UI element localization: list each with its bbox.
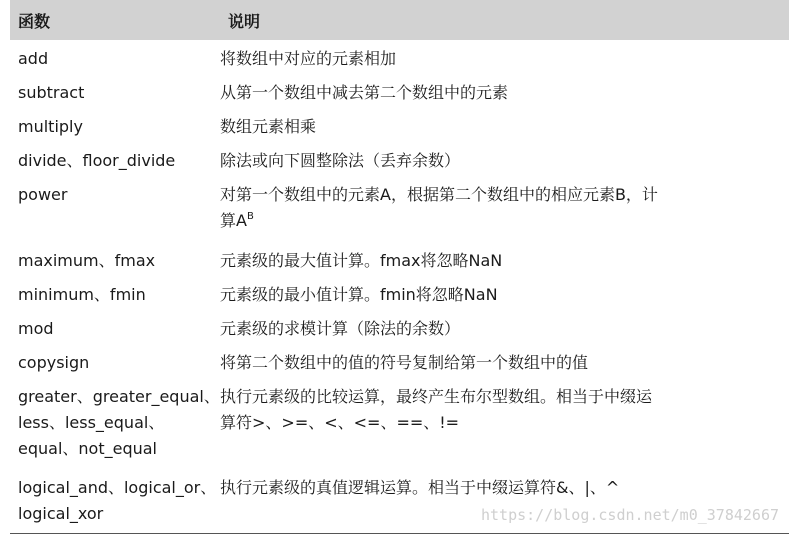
description-line bbox=[220, 80, 780, 106]
superscript: B bbox=[246, 211, 254, 222]
description-text: 元素级的求模计算（除法的余数） bbox=[220, 319, 461, 338]
description-line bbox=[220, 114, 780, 140]
function-name bbox=[10, 182, 220, 248]
function-description bbox=[220, 182, 780, 248]
function-description bbox=[220, 80, 780, 114]
function-description bbox=[220, 248, 780, 282]
table-row bbox=[10, 80, 789, 114]
function-name-line: subtract bbox=[18, 83, 85, 102]
description-text: 将数组中对应的元素相加 bbox=[220, 49, 397, 68]
function-name bbox=[10, 384, 220, 475]
function-name-line: power bbox=[18, 185, 68, 204]
description-line bbox=[220, 410, 780, 436]
function-name-line: greater、greater_equal、 bbox=[18, 387, 220, 406]
function-name-line: less、less_equal、 bbox=[18, 413, 165, 432]
function-name bbox=[10, 148, 220, 182]
function-name-line: logical_xor bbox=[18, 504, 104, 523]
description-line bbox=[220, 350, 780, 376]
description-text: 除法或向下圆整除法（丢弃余数） bbox=[220, 151, 461, 170]
function-name bbox=[10, 475, 220, 523]
description-line bbox=[220, 384, 780, 410]
function-name bbox=[10, 46, 220, 80]
description-text: 执行元素级的真值逻辑运算。相当于中缀运算符&、|、^ bbox=[220, 478, 620, 497]
table-row bbox=[10, 248, 789, 282]
description-text: 算A bbox=[220, 211, 247, 230]
function-name-line: add bbox=[18, 49, 49, 68]
function-name bbox=[10, 316, 220, 350]
header-function: 函数 bbox=[18, 11, 51, 31]
function-name-line: multiply bbox=[18, 117, 83, 136]
table-row bbox=[10, 114, 789, 148]
description-line bbox=[220, 475, 780, 501]
table-header bbox=[10, 0, 789, 40]
description-line bbox=[220, 248, 780, 274]
description-line bbox=[220, 208, 780, 234]
function-name-line: equal、not_equal bbox=[18, 439, 157, 458]
table-row bbox=[10, 350, 789, 384]
description-line bbox=[220, 148, 780, 174]
function-name bbox=[10, 114, 220, 148]
description-line bbox=[220, 282, 780, 308]
table-row bbox=[10, 316, 789, 350]
function-name bbox=[10, 80, 220, 114]
function-name bbox=[10, 248, 220, 282]
function-description bbox=[220, 46, 780, 80]
table-row bbox=[10, 148, 789, 182]
function-name-line: divide、floor_divide bbox=[18, 151, 176, 170]
ufunc-table bbox=[10, 0, 789, 523]
description-text: 从第一个数组中减去第二个数组中的元素 bbox=[220, 83, 509, 102]
function-name-line: copysign bbox=[18, 353, 90, 372]
description-line bbox=[220, 46, 780, 72]
description-text: 元素级的最小值计算。fmin将忽略NaN bbox=[220, 285, 498, 304]
function-description bbox=[220, 114, 780, 148]
function-description bbox=[220, 350, 780, 384]
description-text: 执行元素级的比较运算，最终产生布尔型数组。相当于中缀运 bbox=[220, 387, 653, 406]
function-description bbox=[220, 282, 780, 316]
description-text: 将第二个数组中的值的符号复制给第一个数组中的值 bbox=[220, 353, 589, 372]
description-line bbox=[220, 182, 780, 208]
function-description bbox=[220, 384, 780, 475]
table-body bbox=[10, 40, 789, 523]
function-name-line: mod bbox=[18, 319, 54, 338]
table-row bbox=[10, 182, 789, 248]
function-name-line: minimum、fmin bbox=[18, 285, 146, 304]
function-name bbox=[10, 282, 220, 316]
table-row bbox=[10, 46, 789, 80]
table-row bbox=[10, 282, 789, 316]
table-row bbox=[10, 384, 789, 475]
header-description: 说明 bbox=[228, 11, 261, 31]
function-description bbox=[220, 148, 780, 182]
description-text: 数组元素相乘 bbox=[220, 117, 317, 136]
function-name-line: maximum、fmax bbox=[18, 251, 156, 270]
description-text: 对第一个数组中的元素A，根据第二个数组中的相应元素B，计 bbox=[220, 185, 658, 204]
function-name-line: logical_and、logical_or、 bbox=[18, 478, 217, 497]
description-line bbox=[220, 316, 780, 342]
description-text: 元素级的最大值计算。fmax将忽略NaN bbox=[220, 251, 503, 270]
description-text: 算符>、>=、<、<=、==、!= bbox=[220, 413, 460, 432]
function-description bbox=[220, 316, 780, 350]
function-name bbox=[10, 350, 220, 384]
watermark: https://blog.csdn.net/m0_37842667 bbox=[480, 506, 779, 524]
bottom-rule bbox=[10, 533, 789, 534]
